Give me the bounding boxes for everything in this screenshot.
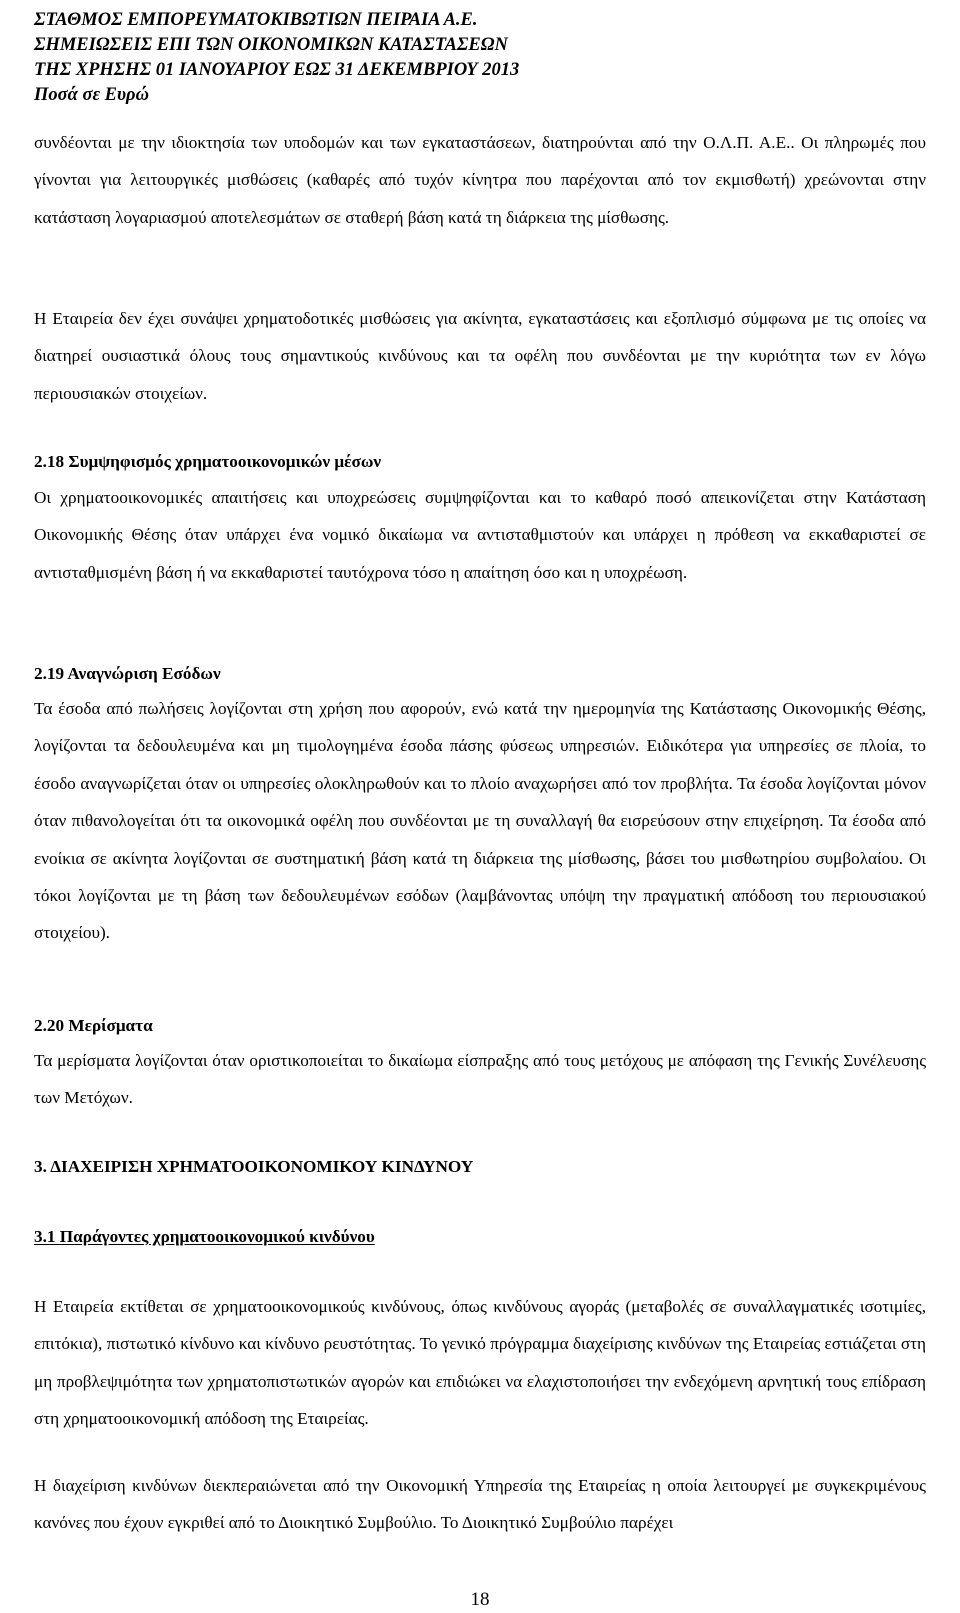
currency-note: Ποσά σε Ευρώ [34,85,149,105]
paragraph-3-1-risk-management: Η διαχείριση κινδύνων διεκπεραιώνεται από την Οικονομική Υπηρεσία της Εταιρείας η οποία λειτουργεί με συγκεκριμένους κανόνες που έχουν εγκριθεί από το Διοικητικό Συμβούλιο. Το Διοικητικό Συμβούλιο παρέχει [34,1476,926,1533]
section-heading-2-18: 2.18 Συμψηφισμός χρηματοοικονομικών μέσων [34,452,382,471]
paragraph-finance-leases: Η Εταιρεία δεν έχει συνάψει χρηματοδοτικές μισθώσεις για ακίνητα, εγκαταστάσεις και εξοπλισμό σύμφωνα με τις οποίες να διατηρεί ουσιαστικά όλους τους σημαντικούς κινδύνους και τα οφέλη που συνδέονται με την κυριότητα των εν λόγω περιουσιακών στοιχείων. [34,309,926,403]
section-heading-3-1-text: 3.1 Παράγοντες χρηματοοικονομικού κινδύνου [34,1227,375,1246]
section-heading-2-20: 2.20 Μερίσματα [34,1016,153,1035]
paragraph-2-19: Τα έσοδα από πωλήσεις λογίζονται στη χρήση που αφορούν, ενώ κατά την ημερομηνία της Κατάστασης Οικονομικής Θέσης, λογίζονται τα δεδουλευμένα και μη τιμολογημένα έσοδα πάσης φύσεως υπηρεσιών. Ειδικότερα για υπηρεσίες σε πλοία, το έσοδο αναγνωρίζεται όταν οι υπηρεσίες ολοκληρωθούν και το πλοίο αναχωρήσει από τον προβλήτα. Τα έσοδα λογίζονται μόνον όταν πιθανολογείται ότι τα οικονομικά οφέλη που συνδέονται με τη συναλλαγή θα εισρεύσουν στην επιχείρηση. Τα έσοδα από ενοίκια σε ακίνητα λογίζονται σε συστηματική βάση κατά τη διάρκεια της μίσθωσης, βάσει του μισθωτηρίου συμβολαίου. Οι τόκοι λογίζονται με τη βάση των δεδουλευμένων εσόδων (λαμβάνοντας υπόψη την πραγματική απόδοση του περιουσιακού στοιχείου). [34,699,926,943]
notes-title: ΣΗΜΕΙΩΣΕΙΣ ΕΠΙ ΤΩΝ ΟΙΚΟΝΟΜΙΚΩΝ ΚΑΤΑΣΤΑΣΕΩΝ [34,35,508,55]
section-heading-3: 3. ΔΙΑΧΕΙΡΙΣΗ ΧΡΗΜΑΤΟΟΙΚΟΝΟΜΙΚΟΥ ΚΙΝΔΥΝΟΥ [34,1157,474,1176]
document-header [34,8,519,108]
page-number: 18 [470,1589,490,1610]
section-heading-2-19: 2.19 Αναγνώριση Εσόδων [34,664,221,683]
paragraph-leasing-continued: συνδέονται με την ιδιοκτησία των υποδομών και των εγκαταστάσεων, διατηρούνται από την Ο.Λ.Π. Α.Ε.. Οι πληρωμές που γίνονται για λειτουργικές μισθώσεις (καθαρές από τυχόν κίνητρα που παρέχονται από τον εκμισθωτή) χρεώνονται στην κατάσταση λογαριασμού αποτελεσμάτων σε σταθερή βάση κατά τη διάρκεια της μίσθωσης. [34,133,926,227]
company-name: ΣΤΑΘΜΟΣ ΕΜΠΟΡΕΥΜΑΤΟΚΙΒΩΤΙΩΝ ΠΕΙΡΑΙΑ Α.Ε. [34,10,478,30]
section-heading-3-1 [34,1218,375,1255]
paragraph-2-18: Οι χρηματοοικονομικές απαιτήσεις και υποχρεώσεις συμψηφίζονται και το καθαρό ποσό απεικονίζεται στην Κατάσταση Οικονομικής Θέσης όταν υπάρχει ένα νομικό δικαίωμα να αντισταθμιστούν και υπάρχει η πρόθεση να εκκαθαριστεί σε αντισταθμισμένη βάση ή να εκκαθαριστεί ταυτόχρονα τόσο η απαίτηση όσο και η υποχρέωση. [34,488,926,582]
fiscal-period: ΤΗΣ ΧΡΗΣΗΣ 01 ΙΑΝΟΥΑΡΙΟΥ ΕΩΣ 31 ΔΕΚΕΜΒΡΙΟΥ 2013 [34,60,520,80]
paragraph-2-20: Τα μερίσματα λογίζονται όταν οριστικοποιείται το δικαίωμα είσπραξης από τους μετόχους με απόφαση της Γενικής Συνέλευσης των Μετόχων. [34,1051,926,1108]
paragraph-3-1-risk-exposure: Η Εταιρεία εκτίθεται σε χρηματοοικονομικούς κινδύνους, όπως κινδύνους αγοράς (μεταβολές σε συναλλαγματικές ισοτιμίες, επιτόκια), πιστωτικό κίνδυνο και κίνδυνο ρευστότητας. Το γενικό πρόγραμμα διαχείρισης κινδύνων της Εταιρείας εστιάζεται στη μη προβλεψιμότητα των χρηματοπιστωτικών αγορών και επιδιώκει να ελαχιστοποιήσει την ενδεχόμενη αρνητική τους επίδραση στη χρηματοοικονομική απόδοση της Εταιρείας. [34,1297,926,1429]
